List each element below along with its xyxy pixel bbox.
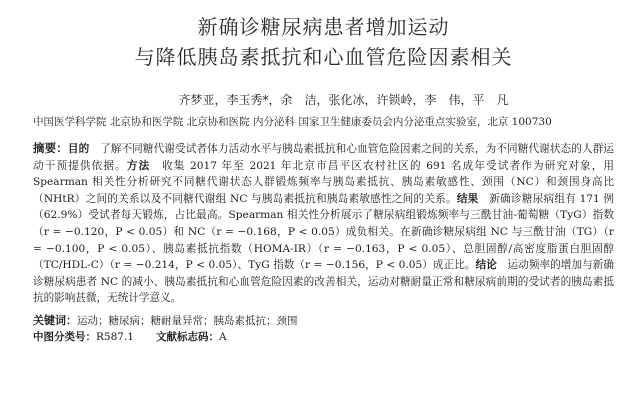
abstract-paragraph	[33, 140, 614, 307]
article-title	[33, 12, 614, 72]
abstract	[33, 140, 614, 307]
conclusion-text: 运动频率的增加与新确诊糖尿病患者 NC 的减小、胰岛素抵抗和心血管危险因素的改善相关，运动对糖耐量正常和糖尿病前期的受试者的胰岛素抵抗的影响甚微，无统计学意义。	[33, 259, 615, 305]
doc-code-value: A	[218, 330, 227, 343]
keywords	[33, 313, 614, 329]
classification-row	[33, 329, 614, 345]
methods-text: 收集 2017 年至 2021 年北京市昌平区农村社区的 691 名成年受试者作为研究对象，用 Spearman 相关性分析研究不同糖代谢状态人群锻炼频率与胰岛素抵抗、胰岛素敏感性、颈围（NC）和颈围身高比（NHtR）之间的关系以及不同糖代谢组 NC 与胰岛素抵抗和胰岛素敏感性之间的关系。	[33, 159, 615, 205]
keywords-text: 运动；糖尿病；糖耐量异常；胰岛素抵抗；颈围	[77, 314, 298, 327]
results-label: 结果	[456, 192, 479, 205]
abstract-label: 摘要：	[33, 141, 68, 155]
clc-label: 中图分类号：	[33, 330, 96, 343]
author-list: 齐梦亚，李玉秀*，余 洁，张化冰，许锁岭，李 伟，平 凡	[178, 93, 509, 107]
objective-label: 目的	[67, 143, 90, 155]
objective-text: 了解不同糖代谢受试者体力活动水平与胰岛素抵抗和心血管危险因素之间的关系，为不同糖代谢状态的人群运动干预提供依据。	[33, 143, 615, 172]
title-line-2: 与降低胰岛素抵抗和心血管危险因素相关	[134, 45, 513, 69]
title-line-1: 新确诊糖尿病患者增加运动	[197, 15, 450, 39]
doc-code-label: 文献标志码：	[155, 330, 219, 343]
clc-value: R587.1	[96, 330, 134, 343]
conclusion-label: 结论	[475, 259, 497, 272]
affiliation: 中国医学科学院 北京协和医学院 北京协和医院 内分泌科 国家卫生健康委员会内分泌重点实验室，北京 100730	[33, 116, 552, 128]
results-text: 新确诊糖尿病组有 171 例（62.9%）受试者每天锻炼，占比最高。Spearman 相关性分析展示了糖尿病组锻炼频率与三酰甘油-葡萄糖（TyG）指数（r = −0.120，P < 0.05）和 NC（r = −0.168，P < 0.05）成负相关。在新确诊糖尿病组 NC 与三酰甘油（TG）（r = −0.100，P < 0.05）、胰岛素抵抗指数（HOMA-IR）（r = −0.163，P < 0.05）、总胆固醇/高密度脂蛋白胆固醇（TC/HDL-C）（r = −0.214，P < 0.05）、TyG 指数（r = −0.156，P < 0.05）成正比。	[33, 192, 614, 272]
keywords-label: 关键词：	[33, 313, 77, 327]
methods-label: 方法	[126, 159, 151, 172]
